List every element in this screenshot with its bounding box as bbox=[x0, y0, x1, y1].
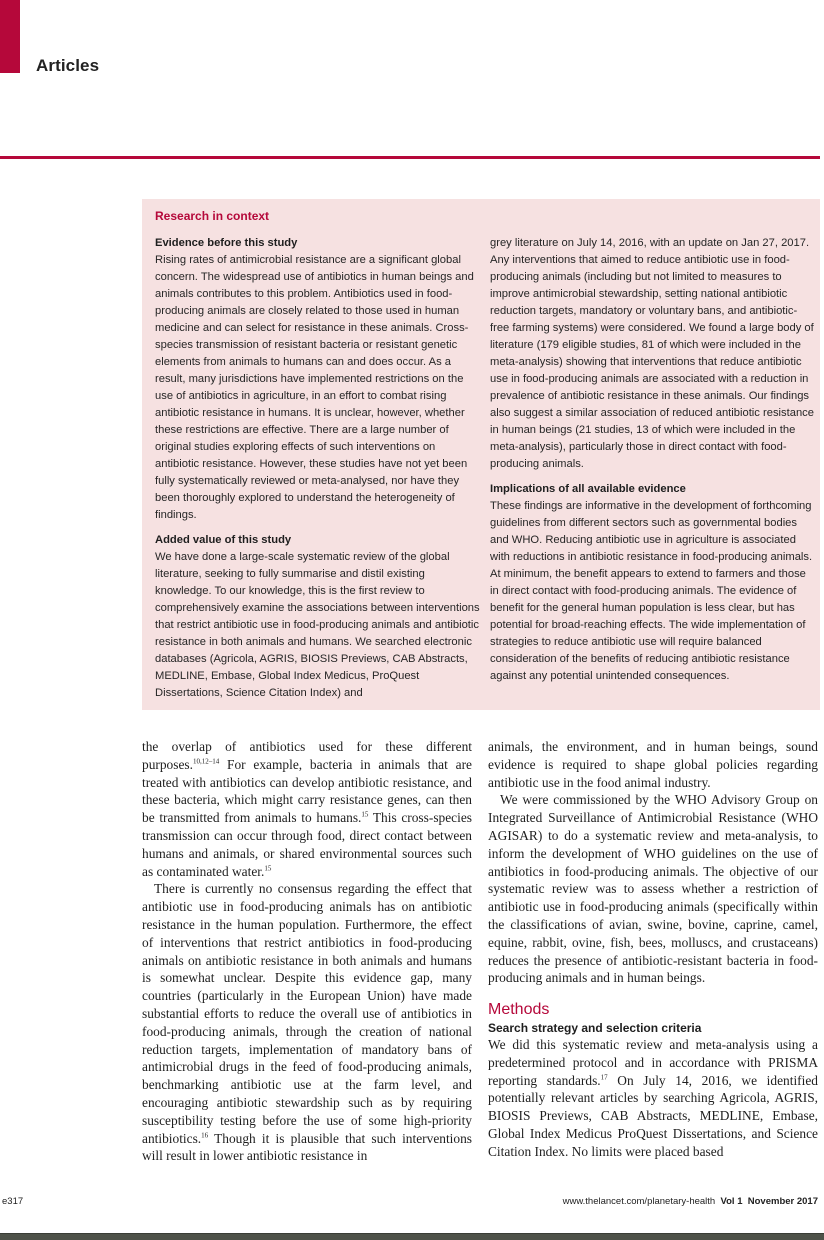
section-label: Articles bbox=[36, 56, 100, 75]
section-accent-tab bbox=[0, 0, 20, 73]
body-paragraph bbox=[142, 880, 472, 1165]
text-run: There is currently no consensus regarding the effect that antibiotic use in food-producing animals has on antibiotic resistance in the human population. Furthermore, the effect of interventions that restrict antibiotics in food-producing animals on antibiotic resistance in both animals and humans is somewhat unclear. Despite this evidence gap, many countries (particularly in the European Union) have made substantial efforts to reduce the overall use of antibiotics in food-producing animals, through the creation of national reduction targets, implementation of mandatory bans of antimicrobial drugs in the feed of food-producing animals, benchmarking antibiotic use at the farm level, and encouraging antibiotic stewardship such as by requiring susceptibility testing before the use of some high-priority antibiotics. bbox=[142, 881, 472, 1146]
page-number: e317 bbox=[2, 1196, 24, 1207]
body-paragraph bbox=[142, 738, 472, 880]
citation-ref[interactable]: 17 bbox=[600, 1073, 608, 1082]
body-paragraph: animals, the environment, and in human beings, sound evidence is required to shape global policies regarding antibiotic use in the food animal industry. bbox=[488, 739, 818, 790]
body-column-left bbox=[142, 738, 472, 1165]
body-column-right bbox=[488, 738, 818, 1161]
text-run: We did this systematic review and meta-analysis using a predetermined protocol and in accordance with PRISMA reporting standards. bbox=[488, 1036, 818, 1088]
body-paragraph: We were commissioned by the WHO Advisory Group on Integrated Surveillance of Antimicrobial Resistance (WHO AGISAR) to do a systematic review and meta-analysis, to inform the development of WHO guidelines on the use of antibiotics in food-producing animals. The objective of our systematic review was to assess whether a restriction of antibiotic use in food-producing animals (specifically within the classifications of avian, swine, bovine, caprine, camel, equine, rabbit, ovine, fish, bees, molluscs, and crustaceans) reduces the presence of antibiotic-resistant bacteria in food-producing animals and in human beings. bbox=[488, 792, 818, 986]
search-strategy-subheading: Search strategy and selection criteria bbox=[488, 1020, 702, 1035]
text-run: For example, bacteria in animals that are treated with antibiotics can develop antibiotic resistance, and these bacteria, which might carry resistance genes, can then be transmitted from animals to humans. bbox=[142, 756, 472, 826]
citation-ref[interactable]: 15 bbox=[361, 810, 369, 819]
text-run: This cross-species transmission can occur through food, direct contact between humans and animals, or shared environmental sources such as contaminated water. bbox=[142, 810, 472, 879]
footer-citation bbox=[563, 1196, 818, 1207]
added-value-text-continued: grey literature on July 14, 2016, with an update on Jan 27, 2017. Any interventions that aimed to reduce antibiotic use in food-producing animals (including but not limited to measures to improve antimicrobial stewardship, setting national antibiotic reduction targets, mandatory or voluntary bans, and antibiotic-free farming systems) were considered. We found a large body of literature (179 eligible studies, 81 of which were included in the meta-analysis) showing that interventions that reduce antibiotic use in food-producing animals are associated with a reduction in prevalence of antibiotic resistance in these animals. Our findings also suggest a similar association of reduced antibiotic resistance in human beings (21 studies, 13 of which were included in the meta-analysis), particularly those in direct contact with food-producing animals. bbox=[490, 237, 814, 470]
added-value-heading: Added value of this study bbox=[155, 534, 292, 546]
body-paragraph bbox=[488, 1036, 818, 1161]
panel-title: Research in context bbox=[155, 209, 270, 223]
header-divider bbox=[0, 156, 820, 159]
added-value-text: We have done a large-scale systematic review of the global literature, seeking to fully summarise and distil existing knowledge. To our knowledge, this is the first review to comprehensively examine the associations between interventions that restrict antibiotic use in food-producing animals and antibiotic resistance in both animals and humans. We searched electronic databases (Agricola, AGRIS, BIOSIS Previews, CAB Abstracts, MEDLINE, Embase, Global Index Medicus, ProQuest Dissertations, Science Citation Index) and bbox=[155, 551, 480, 699]
journal-url[interactable]: www.thelancet.com/planetary-health bbox=[562, 1196, 716, 1207]
panel-right-column bbox=[490, 235, 815, 693]
issue-date: November 2017 bbox=[747, 1196, 818, 1207]
text-run: Though it is plausible that such interventions will result in lower antibiotic resistance in bbox=[142, 1130, 472, 1164]
research-in-context-panel bbox=[142, 199, 820, 710]
evidence-before-heading: Evidence before this study bbox=[155, 237, 298, 249]
implications-text: These findings are informative in the development of forthcoming guidelines from different sectors such as governmental bodies and WHO. Reducing antibiotic use in agriculture is associated with reductions in antibiotic resistance in food-producing animals. At minimum, the benefit appears to extend to farmers and those in direct contact with food-producing animals. The evidence of benefit for the general human population is less clear, but has potential for broad-reaching effects. The wide implementation of strategies to reduce antibiotic use will require balanced consideration of the benefits of reducing antibiotic resistance against any potential unintended consequences. bbox=[490, 500, 813, 682]
evidence-before-text: Rising rates of antimicrobial resistance are a significant global concern. The widespread use of antibiotics in human beings and animals contributes to this problem. Antibiotics used in food-producing animals are closely related to those used in human medicine and can select for resistance in these animals. Cross-species transmission of resistant bacteria or resistant genetic elements from animals to humans can and does occur. As a result, many jurisdictions have implemented restrictions on the use of antibiotics in agriculture, in an effort to combat rising antibiotic resistance in humans. It is unclear, however, whether these restrictions are effective. There are a large number of original studies exploring effects of such interventions on antibiotic resistance. However, these studies have not yet been fully systematically reviewed or meta-analysed, nor have they been thoroughly explored to understand the heterogeneity of findings. bbox=[155, 254, 474, 521]
citation-ref[interactable]: 16 bbox=[201, 1131, 209, 1140]
text-run: the overlap of antibiotics used for these different purposes. bbox=[142, 739, 472, 772]
panel-left-column bbox=[155, 235, 480, 710]
text-run: On July 14, 2016, we identified potentially relevant articles by searching Agricola, AGRIS, BIOSIS Previews, CAB Abstracts, MEDLINE, Embase, Global Index Medicus ProQuest Dissertations, and Science Citation Index. No limits were placed based bbox=[488, 1072, 818, 1159]
citation-ref[interactable]: 10,12–14 bbox=[192, 757, 220, 766]
volume: Vol 1 bbox=[720, 1196, 743, 1207]
methods-heading: Methods bbox=[488, 1001, 550, 1019]
implications-heading: Implications of all available evidence bbox=[490, 483, 686, 495]
citation-ref[interactable]: 15 bbox=[264, 864, 272, 873]
